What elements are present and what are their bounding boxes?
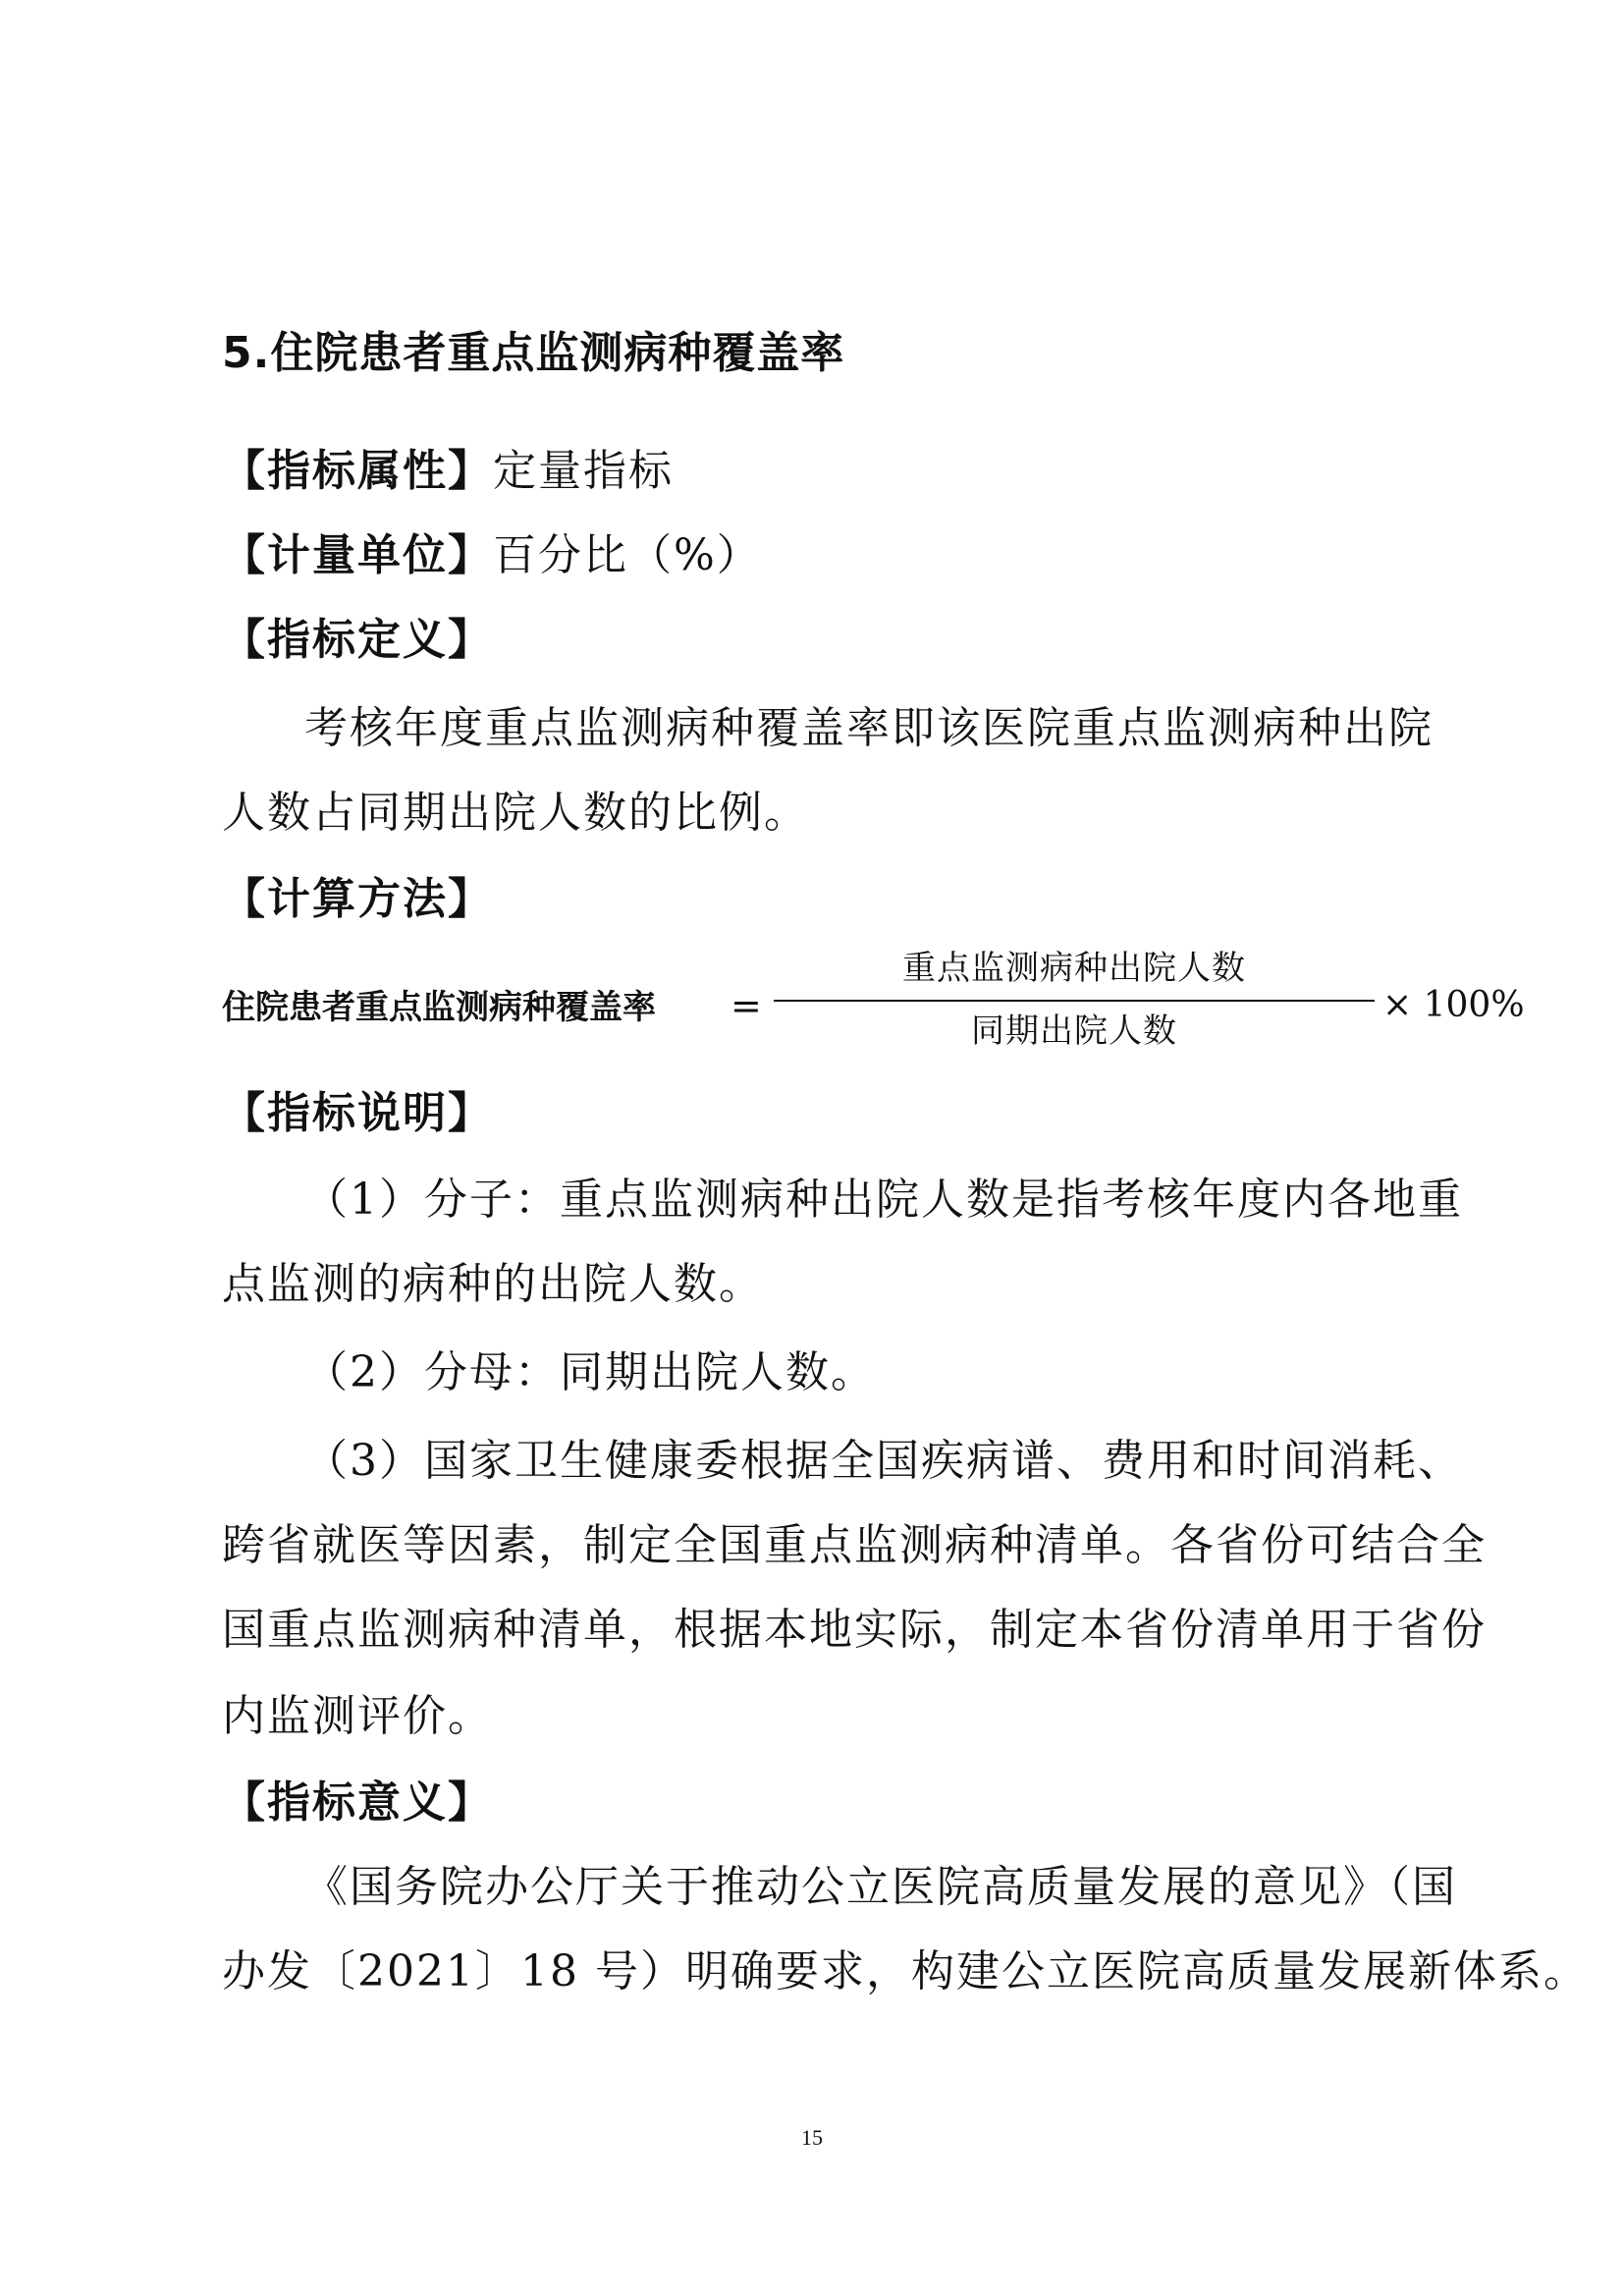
formula-label: 住院患者重点监测病种覆盖率: [222, 988, 656, 1027]
explanation-line-1: （1）分子：重点监测病种出院人数是指考核年度内各地重: [304, 1175, 1463, 1225]
explanation-line-2: 点监测的病种的出院人数。: [222, 1259, 764, 1309]
formula-multiplier: × 100%: [1382, 985, 1525, 1025]
calculation-formula: [222, 945, 1525, 1072]
page-number: 15: [801, 2125, 823, 2150]
calculation-head: 【计算方法】: [222, 874, 493, 924]
significance-head: 【指标意义】: [222, 1777, 493, 1828]
formula-equals: =: [731, 984, 762, 1027]
fraction-bar: [774, 1000, 1375, 1002]
explanation-line-6: 国重点监测病种清单，根据本地实际，制定本省份清单用于省份: [222, 1605, 1487, 1655]
attribute-property-value: 定量指标: [493, 446, 674, 496]
attribute-unit-value: 百分比（%）: [493, 530, 762, 580]
section-title: 5.住院患者重点监测病种覆盖率: [222, 328, 845, 378]
explanation-head: 【指标说明】: [222, 1088, 493, 1138]
explanation-line-5: 跨省就医等因素，制定全国重点监测病种清单。各省份可结合全: [222, 1520, 1487, 1570]
formula-denominator: 同期出院人数: [971, 1011, 1177, 1051]
definition-head: 【指标定义】: [222, 615, 493, 665]
attribute-property-row: [222, 442, 674, 501]
attribute-unit-head: 【计量单位】: [222, 530, 493, 580]
significance-line-1: 《国务院办公厅关于推动公立医院高质量发展的意见》（国: [304, 1862, 1457, 1912]
explanation-line-4: （3）国家卫生健康委根据全国疾病谱、费用和时间消耗、: [304, 1436, 1463, 1486]
explanation-line-7: 内监测评价。: [222, 1691, 493, 1741]
attribute-unit-row: [222, 526, 762, 585]
formula-numerator: 重点监测病种出院人数: [902, 949, 1246, 988]
attribute-property-head: 【指标属性】: [222, 446, 493, 496]
significance-line-2: 办发〔2021〕18 号）明确要求，构建公立医院高质量发展新体系。: [222, 1946, 1589, 1996]
definition-line-1: 考核年度重点监测病种覆盖率即该医院重点监测病种出院: [304, 703, 1434, 753]
definition-line-2: 人数占同期出院人数的比例。: [222, 788, 809, 838]
explanation-line-3: （2）分母：同期出院人数。: [304, 1347, 876, 1397]
